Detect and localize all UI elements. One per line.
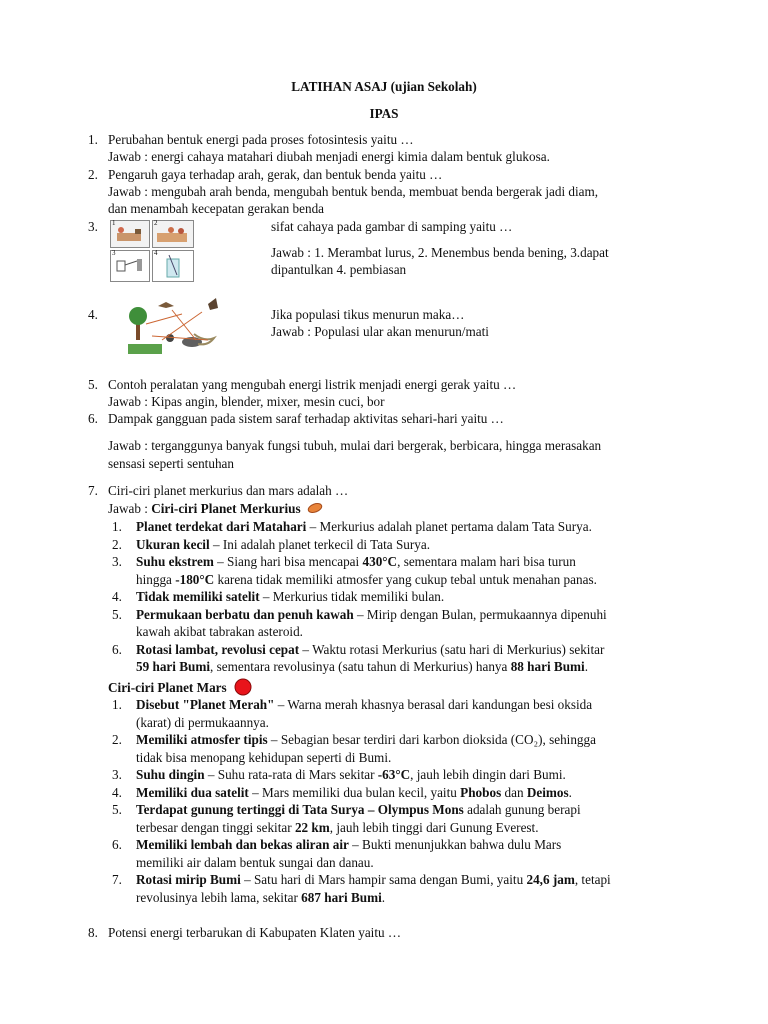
text: – Warna merah khasnya berasal dari kandungan besi oksida xyxy=(274,697,593,712)
list-number: 5. xyxy=(112,802,122,817)
window-illustration-icon xyxy=(153,221,193,247)
flashlight-illustration-icon xyxy=(111,221,149,247)
bold-text: Deimos xyxy=(526,784,569,800)
question-2-text: Pengaruh gaya terhadap arah, gerak, dan bentuk benda yaitu … xyxy=(108,167,443,182)
list-item xyxy=(136,871,611,888)
text: , jauh lebih dingin dari Bumi. xyxy=(410,767,566,782)
list-item xyxy=(136,836,561,853)
page-title: LATIHAN ASAJ (ujian Sekolah) xyxy=(291,79,477,94)
text: tidak bisa menopang kehidupan seperti di Bumi. xyxy=(136,749,392,765)
question-7-text: Ciri-ciri planet merkurius dan mars adalah … xyxy=(108,483,349,498)
text: – Mars memiliki dua bulan kecil, yaitu xyxy=(248,784,461,800)
light-image-2 xyxy=(152,220,194,248)
question-number: 3. xyxy=(88,219,98,234)
bold-text: Tidak memiliki satelit xyxy=(136,589,260,604)
text: – Waktu rotasi Merkurius (satu hari di Merkurius) sekitar xyxy=(299,641,605,657)
list-item xyxy=(136,658,588,675)
list-item xyxy=(136,536,430,553)
text: dan xyxy=(501,784,527,800)
mars-planet-icon xyxy=(234,678,252,696)
bold-text: Planet terdekat dari Matahari xyxy=(136,519,307,534)
bold-text: Ukuran kecil xyxy=(136,536,210,552)
bold-text: 22 km xyxy=(294,819,330,835)
list-item xyxy=(136,714,269,731)
bold-text: Phobos xyxy=(460,784,502,800)
list-number: 4. xyxy=(112,589,122,604)
answer-1-text: Jawab : energi cahaya matahari diubah menjadi energi kimia dalam bentuk glukosa. xyxy=(108,149,550,164)
question-6-text: Dampak gangguan pada sistem saraf terhadap aktivitas sehari-hari yaitu … xyxy=(108,411,504,426)
merkurius-heading: Ciri-ciri Planet Merkurius xyxy=(151,501,301,516)
light-image-1 xyxy=(110,220,150,248)
text: hingga xyxy=(136,571,176,587)
jawab-prefix: Jawab : xyxy=(108,501,152,516)
text: – Mirip dengan Bulan, permukaannya dipenuhi xyxy=(353,606,607,622)
bold-text: Rotasi lambat, revolusi cepat xyxy=(136,641,300,657)
bold-text: 59 hari Bumi xyxy=(136,659,211,674)
bold-text: Permukaan berbatu dan penuh kawah xyxy=(136,606,354,622)
answer-2-line1: Jawab : mengubah arah benda, mengubah bentuk benda, membuat benda bergerak jadi diam, xyxy=(108,184,599,199)
mercury-planet-icon xyxy=(307,502,323,514)
list-item xyxy=(136,553,576,570)
list-item xyxy=(136,696,592,713)
list-item xyxy=(136,854,374,871)
list-number: 2. xyxy=(112,732,122,747)
list-item xyxy=(136,518,592,535)
bold-text: 24,6 jam xyxy=(526,872,575,887)
answer-3-line1: Jawab : 1. Merambat lurus, 2. Menembus benda bening, 3.dapat xyxy=(271,245,609,260)
list-item xyxy=(136,731,596,748)
question-number: 7. xyxy=(88,483,98,498)
bold-text: Disebut "Planet Merah" xyxy=(136,697,275,712)
text: , sementara malam hari bisa turun xyxy=(397,554,576,569)
bold-text: -180°C xyxy=(175,571,215,587)
image-label: 2 xyxy=(154,219,158,227)
list-item xyxy=(136,623,303,640)
question-number: 2. xyxy=(88,167,98,182)
text: , tetapi xyxy=(574,872,611,887)
bold-text: Memiliki dua satelit xyxy=(136,784,249,800)
mars-heading: Ciri-ciri Planet Mars xyxy=(108,680,227,695)
question-number: 6. xyxy=(88,411,98,426)
question-4-text: Jika populasi tikus menurun maka… xyxy=(271,307,465,322)
text: , sementara revolusinya (satu tahun di Merkurius) hanya xyxy=(210,659,511,674)
text: memiliki air dalam bentuk sungai dan danau. xyxy=(136,854,374,870)
answer-5-text: Jawab : Kipas angin, blender, mixer, mesin cuci, bor xyxy=(108,394,385,409)
food-web-illustration-icon xyxy=(122,296,224,356)
food-web-image xyxy=(122,296,224,356)
answer-6-line2: sensasi seperti sentuhan xyxy=(108,456,234,471)
list-number: 1. xyxy=(112,519,122,534)
question-8-text: Potensi energi terbarukan di Kabupaten Klaten yaitu … xyxy=(108,925,402,940)
image-label: 4 xyxy=(154,249,158,257)
bold-text: Memiliki atmosfer tipis xyxy=(136,732,268,747)
light-image-3 xyxy=(110,250,150,282)
list-item xyxy=(136,766,566,783)
list-number: 7. xyxy=(112,872,122,887)
text: . xyxy=(584,659,588,674)
text: – Merkurius adalah planet pertama dalam Tata Surya. xyxy=(306,519,592,534)
question-number: 8. xyxy=(88,925,98,940)
subject-title: IPAS xyxy=(369,106,399,121)
question-number: 5. xyxy=(88,377,98,392)
list-item xyxy=(136,889,385,906)
answer-4-text: Jawab : Populasi ular akan menurun/mati xyxy=(271,324,489,339)
list-item xyxy=(136,588,444,605)
bold-text: 687 hari Bumi xyxy=(301,889,382,905)
text: (karat) di permukaannya. xyxy=(136,714,269,730)
text: – Satu hari di Mars hampir sama dengan Bumi, yaitu xyxy=(240,872,527,887)
text: – Siang hari bisa mencapai xyxy=(213,554,363,569)
text: karena tidak memiliki atmosfer yang cukup tebal untuk menahan panas. xyxy=(214,571,597,587)
list-item xyxy=(136,819,539,836)
list-number: 3. xyxy=(112,554,122,569)
list-number: 5. xyxy=(112,606,122,622)
text: – Sebagian besar terdiri dari karbon dioksida (CO₂), sehingga xyxy=(267,732,596,747)
question-3-text: sifat cahaya pada gambar di samping yaitu … xyxy=(271,219,513,234)
list-number: 2. xyxy=(112,536,122,552)
list-item xyxy=(136,571,597,588)
bold-text: 88 hari Bumi xyxy=(510,659,585,674)
bold-text: -63°C xyxy=(377,767,411,782)
image-label: 3 xyxy=(112,249,116,257)
list-number: 1. xyxy=(112,697,122,712)
light-image-4 xyxy=(152,250,194,282)
answer-6-line1: Jawab : terganggunya banyak fungsi tubuh, mulai dari bergerak, berbicara, hingga merasakan xyxy=(108,438,602,453)
list-number: 3. xyxy=(112,767,122,782)
bold-text: Suhu dingin xyxy=(136,767,205,782)
bold-text: Rotasi mirip Bumi xyxy=(136,872,241,887)
mars-heading-line xyxy=(108,678,252,696)
glass-pencil-illustration-icon xyxy=(153,251,193,281)
list-item xyxy=(136,749,391,766)
merkurius-heading-line xyxy=(108,500,323,517)
question-number: 4. xyxy=(88,307,98,322)
answer-3-line2: dipantulkan 4. pembiasan xyxy=(271,262,407,277)
list-number: 6. xyxy=(112,641,122,657)
text: – Suhu rata-rata di Mars sekitar xyxy=(204,767,378,782)
text: – Bukti menunjukkan bahwa dulu Mars xyxy=(348,837,562,852)
text: , jauh lebih tinggi dari Gunung Everest. xyxy=(329,819,539,835)
text: revolusinya lebih lama, sekitar xyxy=(136,889,302,905)
text: . xyxy=(568,784,572,800)
question-5-text: Contoh peralatan yang mengubah energi listrik menjadi energi gerak yaitu … xyxy=(108,377,517,392)
question-1-text: Perubahan bentuk energi pada proses fotosintesis yaitu … xyxy=(108,132,414,147)
image-label: 1 xyxy=(112,219,116,227)
list-number: 4. xyxy=(112,784,122,800)
list-item xyxy=(136,784,572,801)
mirror-illustration-icon xyxy=(111,251,149,281)
text: adalah gunung berapi xyxy=(463,802,581,817)
bold-text: Terdapat gunung tertinggi di Tata Surya – Olympus Mons xyxy=(136,802,464,817)
list-item xyxy=(136,606,607,623)
text: kawah akibat tabrakan asteroid. xyxy=(136,624,303,639)
question-number: 1. xyxy=(88,132,98,147)
text: . xyxy=(381,889,386,905)
list-item xyxy=(136,801,581,818)
bold-text: 430°C xyxy=(362,554,398,569)
text: terbesar dengan tinggi sekitar xyxy=(136,819,295,835)
answer-2-line2: dan menambah kecepatan gerakan benda xyxy=(108,201,325,216)
light-properties-image xyxy=(110,220,194,282)
list-item xyxy=(136,641,604,658)
text: – Ini adalah planet terkecil di Tata Surya. xyxy=(209,536,431,552)
list-number: 6. xyxy=(112,837,122,852)
text: – Merkurius tidak memiliki bulan. xyxy=(259,589,445,604)
bold-text: Suhu ekstrem xyxy=(136,554,214,569)
bold-text: Memiliki lembah dan bekas aliran air xyxy=(136,837,349,852)
